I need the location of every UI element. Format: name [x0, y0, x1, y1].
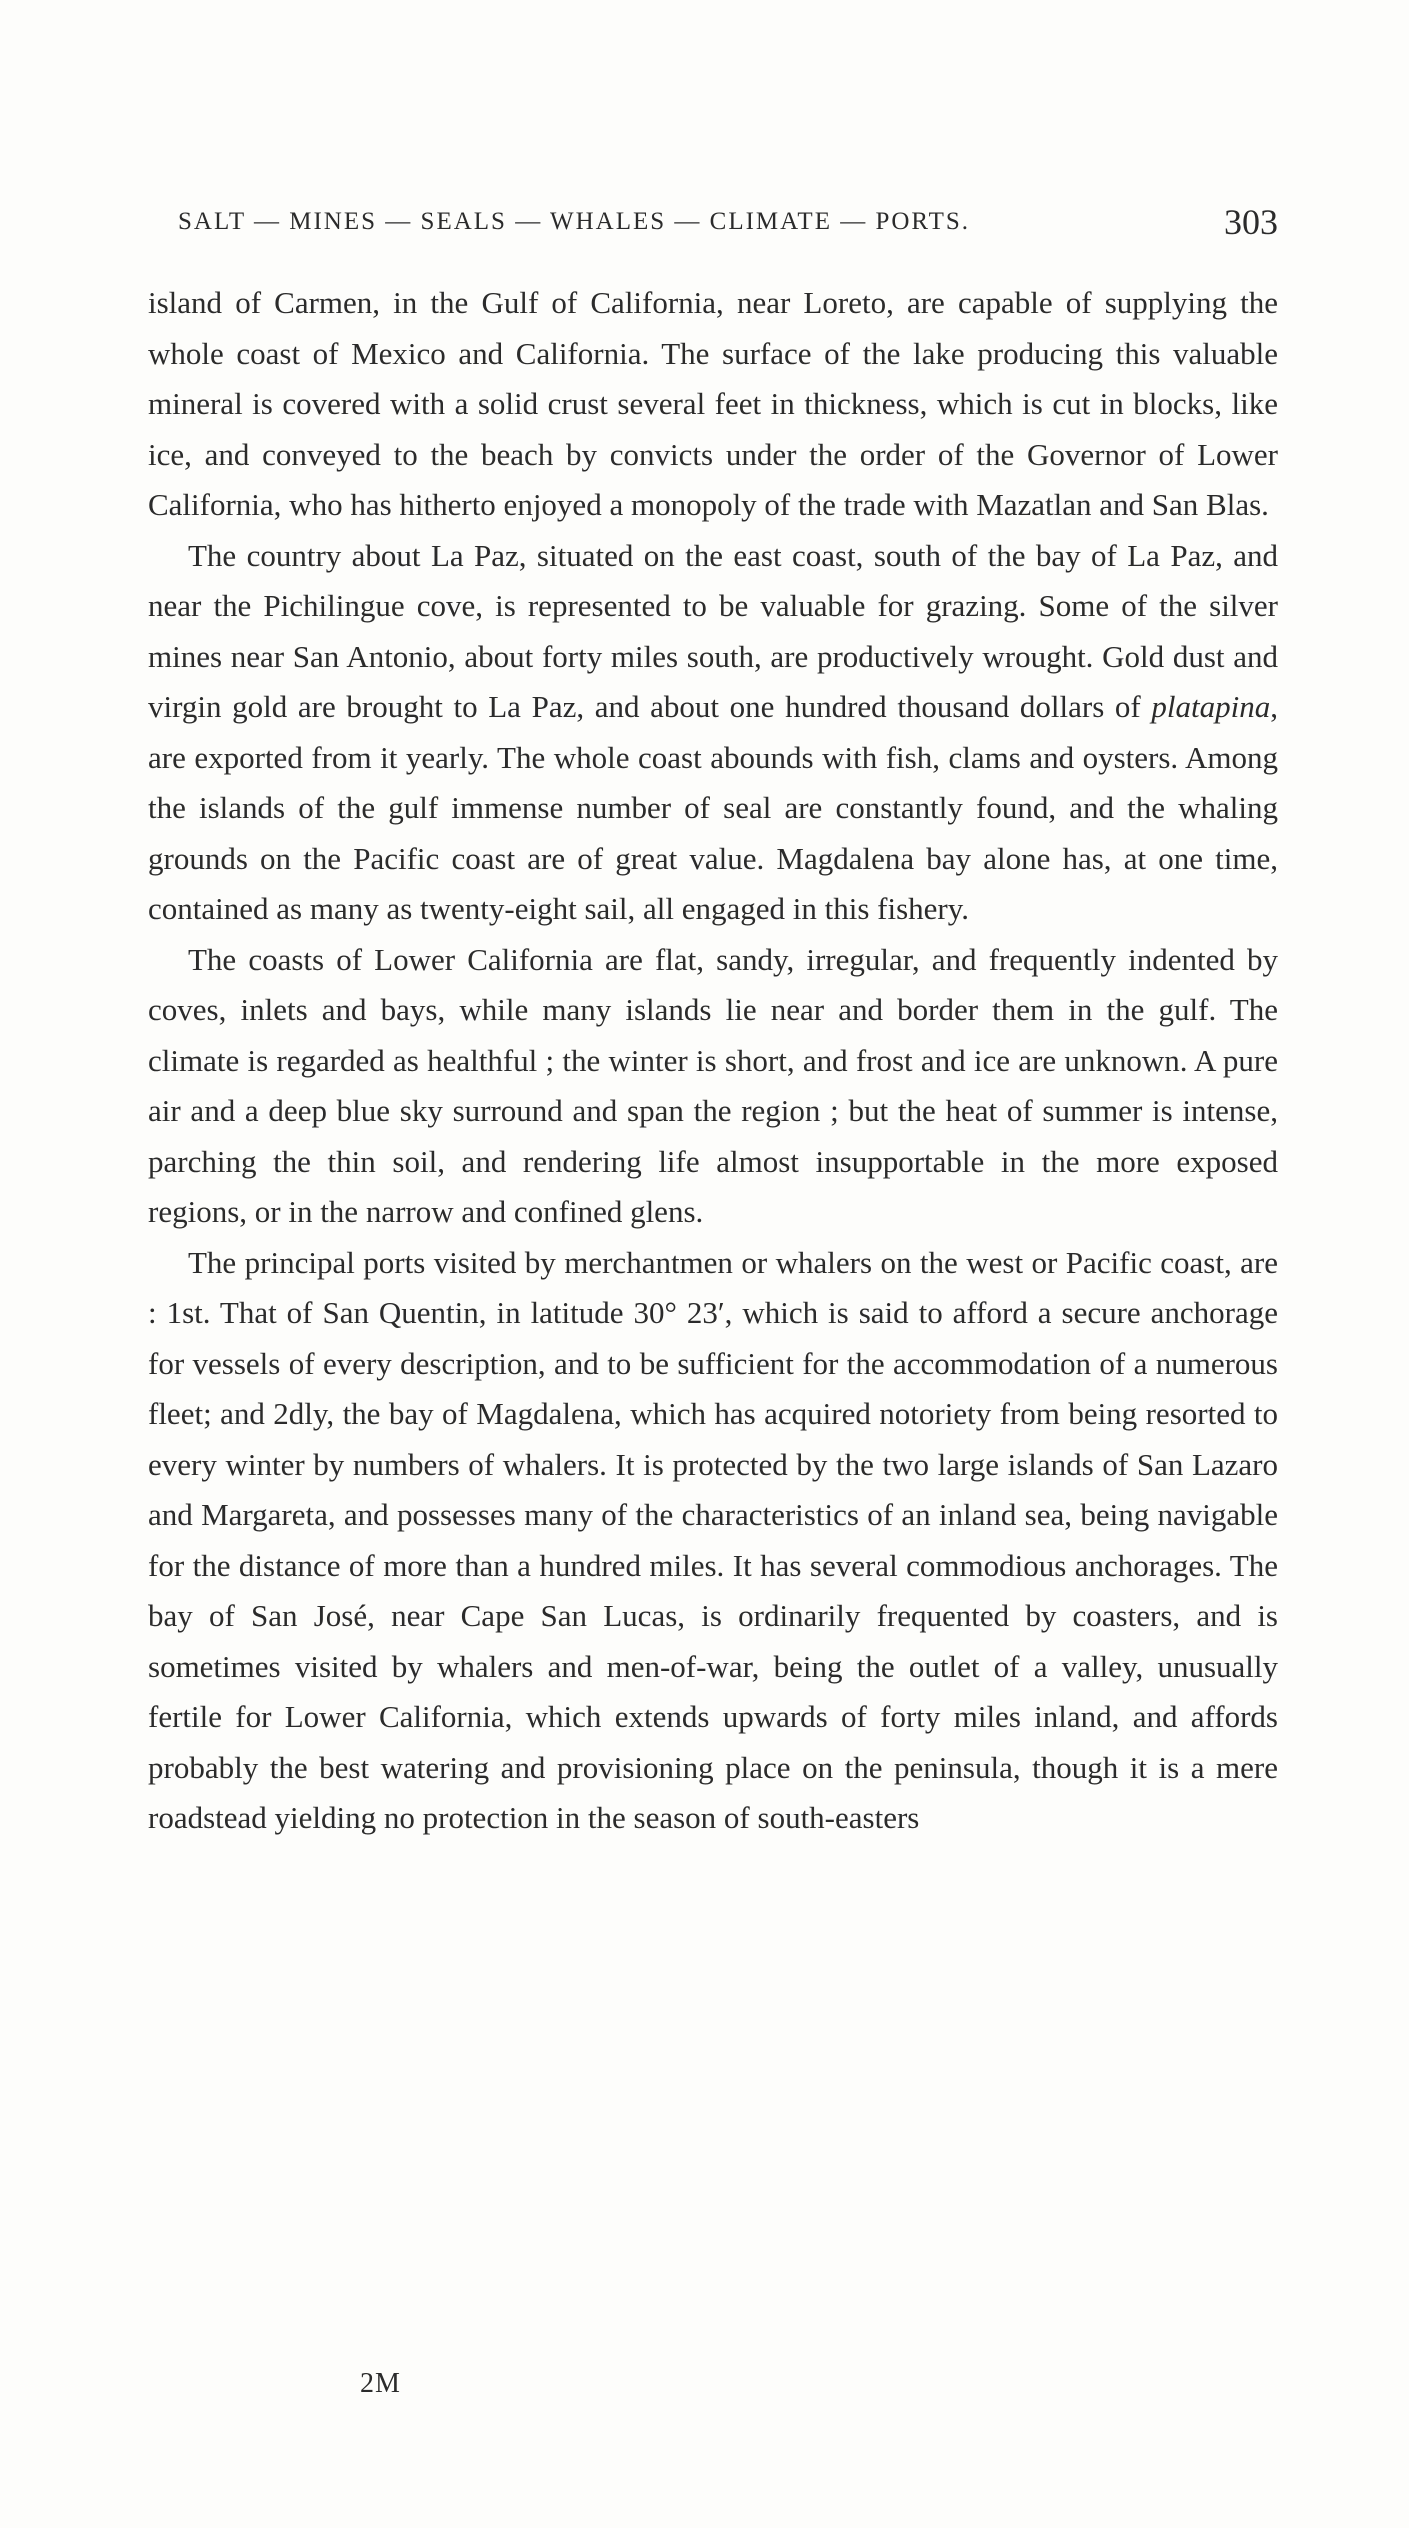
paragraph-2 [148, 531, 1278, 935]
page-number: 303 [1224, 202, 1278, 242]
paragraph-2-text-before: The country about La Paz, situated on the east coast, south of the bay of La Paz, and near the Pichilingue cove, is represented to be valuable for grazing. Some of the silver mines near San Antonio, about forty miles south, are productively wrought. Gold dust and virgin gold are brought to La Paz, and about one hundred thousand dollars of [148, 537, 1278, 724]
paragraph-2-text-after: , are exported from it yearly. The whole coast abounds with fish, clams and oysters. Among the islands of the gulf immense number of seal are constantly found, and the whaling grounds on the Pacific coast are of great value. Magdalena bay alone has, at one time, contained as many as twenty-eight sail, all engaged in this fishery. [148, 689, 1278, 926]
body-text [148, 278, 1278, 1844]
paragraph-4-text: The principal ports visited by merchantmen or whalers on the west or Pacific coast, are : 1st. That of San Quentin, in latitude 30° 23′, which is said to afford a secure anchorage for vessels of every description, and to be sufficient for the accommodation of a numerous fleet; and 2dly, the bay of Magdalena, which has acquired notoriety from being resorted to every winter by numbers of whalers. It is protected by the two large islands of San Lazaro and Margareta, and possesses many of the characteristics of an inland sea, being navigable for the distance of more than a hundred miles. It has several commodious anchorages. The bay of San José, near Cape San Lucas, is ordinarily frequented by coasters, and is sometimes visited by whalers and men-of-war, being the outlet of a valley, unusually fertile for Lower California, which extends upwards of forty miles inland, and affords probably the best watering and provisioning place on the peninsula, though it is a mere roadstead yielding no protection in the season of south-easters [148, 1244, 1278, 1835]
running-head [178, 198, 1278, 246]
paragraph-3 [148, 935, 1278, 1238]
paragraph-1 [148, 278, 1278, 531]
paragraph-3-text: The coasts of Lower California are flat, sandy, irregular, and frequently indented by coves, inlets and bays, while many islands lie near and border them in the gulf. The climate is regarded as healthful ; the winter is short, and frost and ice are unknown. A pure air and a deep blue sky surround and span the region ; but the heat of summer is intense, parching the thin soil, and rendering life almost insupportable in the more exposed regions, or in the narrow and confined glens. [148, 941, 1278, 1229]
paragraph-1-text: island of Carmen, in the Gulf of California, near Loreto, are capable of supplying the whole coast of Mexico and California. The surface of the lake producing this valuable mineral is covered with a solid crust several feet in thickness, which is cut in blocks, like ice, and conveyed to the beach by convicts under the order of the Governor of Lower California, who has hitherto enjoyed a monopoly of the trade with Mazatlan and San Blas. [148, 285, 1278, 522]
paragraph-4 [148, 1238, 1278, 1844]
signature-mark: 2M [360, 2368, 401, 2399]
running-head-title: SALT — MINES — SEALS — WHALES — CLIMATE — PORTS. [178, 208, 971, 235]
paragraph-2-italic-term: platapina [1151, 689, 1271, 724]
